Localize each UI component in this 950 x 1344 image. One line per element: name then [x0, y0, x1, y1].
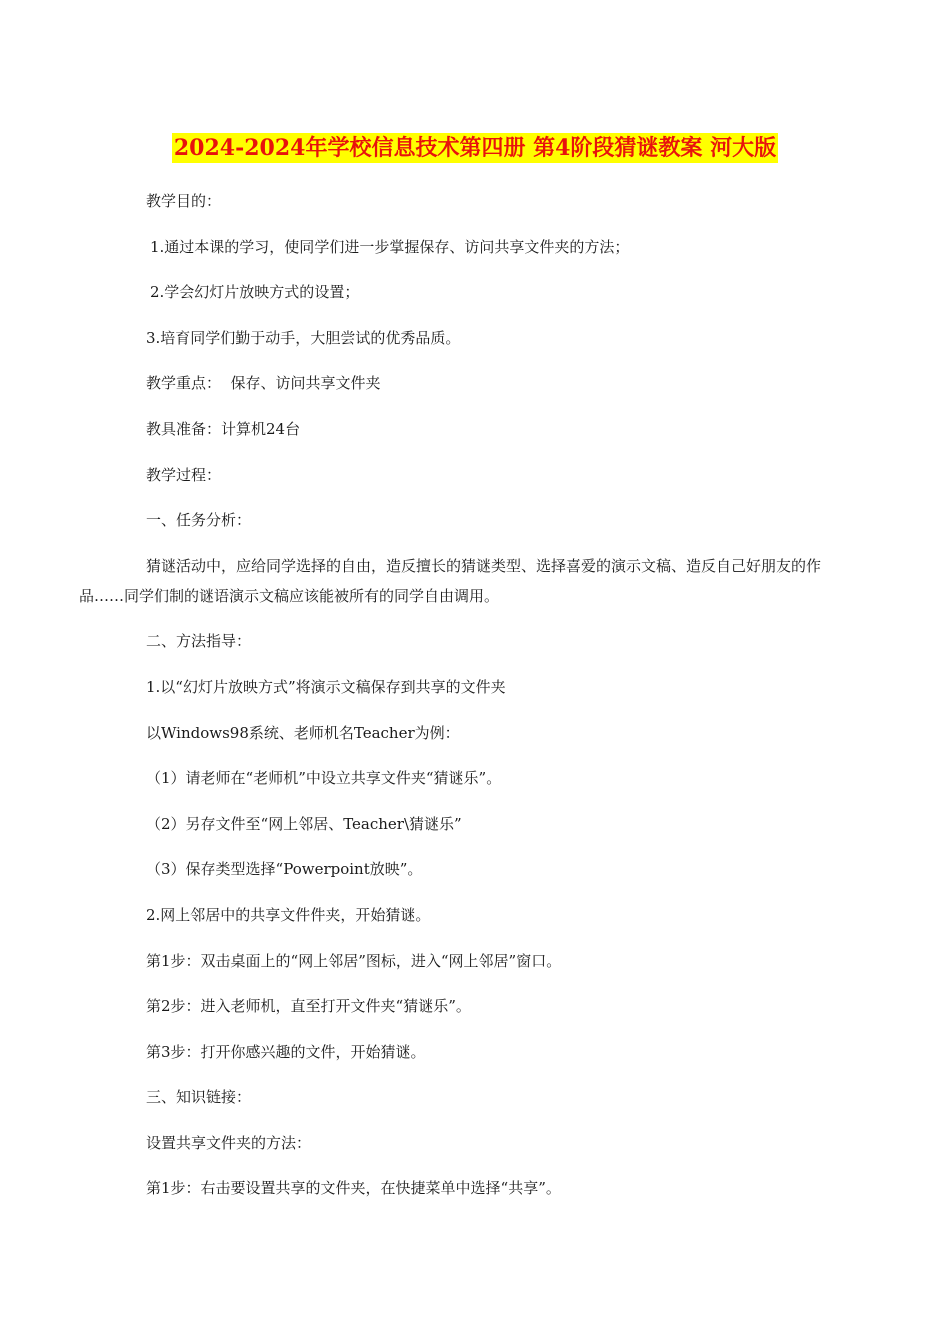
paragraph-objective-3: 3.培育同学们勤于动手，大胆尝试的优秀品质。 [146, 328, 461, 347]
section-task-analysis: 一、任务分析： [146, 511, 252, 530]
section-knowledge-link: 三、知识链接： [146, 1088, 252, 1107]
paragraph-step-save-as: （2）另存文件至“网上邻居、Teacher\猜谜乐” [146, 814, 462, 833]
paragraph-objective-1: 1.通过本课的学习，使同学们进一步掌握保存、访问共享文件夹的方法； [150, 237, 630, 256]
paragraph-objectives-heading: 教学目的： [146, 192, 222, 210]
paragraph-step-2: 第2步：进入老师机，直至打开文件夹“猜谜乐”。 [146, 997, 471, 1016]
paragraph-equipment: 教具准备：计算机24台 [146, 419, 301, 438]
paragraph-step-3: 第3步：打开你感兴趣的文件，开始猜谜。 [146, 1042, 426, 1061]
paragraph-step-1: 第1步：双击桌面上的“网上邻居”图标，进入“网上邻居”窗口。 [146, 951, 562, 970]
paragraph-task-analysis: 猜谜活动中，应给同学选择的自由，造反擅长的猜谜类型、选择喜爱的演示文稿、造反自己好朋友的作品……同学们制的谜语演示文稿应该能被所有的同学自由调用。 [79, 556, 822, 605]
paragraph-step-save-type: （3）保存类型选择“Powerpoint放映”。 [146, 860, 423, 879]
paragraph-key-points: 教学重点： 保存、访问共享文件夹 [146, 374, 381, 393]
paragraph-method-1: 1.以“幻灯片放映方式”将演示文稿保存到共享的文件夹 [146, 677, 506, 696]
paragraph-objective-2: 2.学会幻灯片放映方式的设置； [150, 283, 360, 302]
paragraph-share-method: 设置共享文件夹的方法： [146, 1133, 312, 1152]
section-method-guidance: 二、方法指导： [146, 632, 252, 651]
paragraph-windows-example: 以Windows98系统、老师机名Teacher为例： [146, 723, 460, 742]
title-wrap [0, 133, 950, 163]
paragraph-share-step-1: 第1步：右击要设置共享的文件夹，在快捷菜单中选择“共享”。 [146, 1179, 561, 1198]
paragraph-method-2: 2.网上邻居中的共享文件件夹，开始猜谜。 [146, 905, 431, 924]
paragraph-process-heading: 教学过程： [146, 465, 222, 484]
document-body [79, 186, 843, 1219]
document-title: 2024-2024年学校信息技术第四册 第4阶段猜谜教案 河大版 [173, 135, 777, 161]
paragraph-step-create-share: （1）请老师在“老师机”中设立共享文件夹“猜谜乐”。 [146, 769, 502, 788]
